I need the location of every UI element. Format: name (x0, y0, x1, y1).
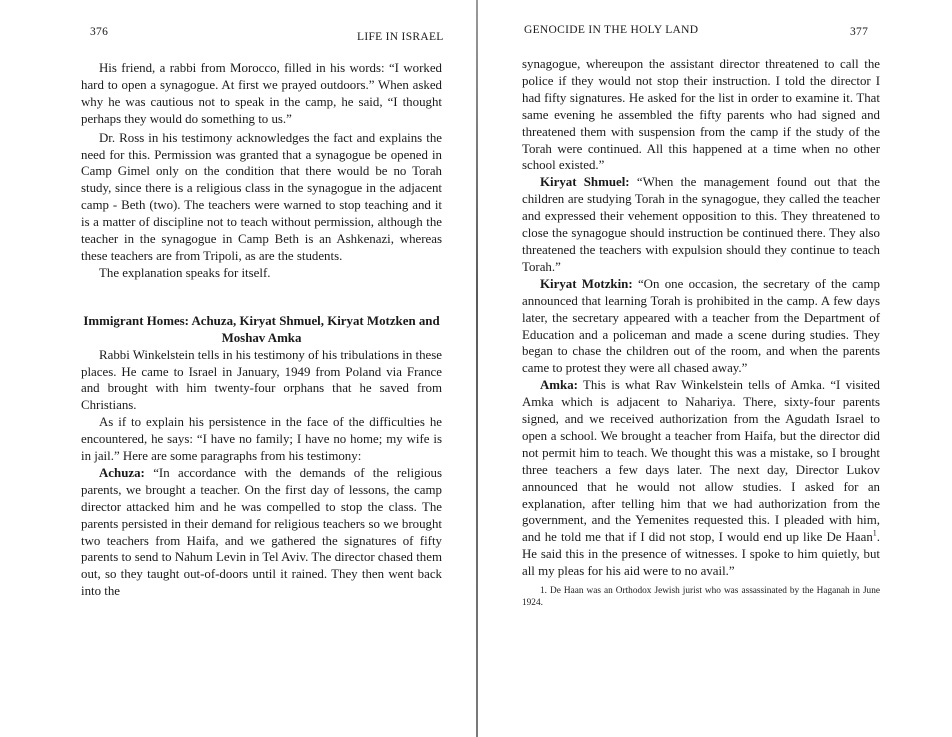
left-running-head: LIFE IN ISRAEL (357, 31, 444, 43)
footnote-reference: 1 (872, 529, 877, 539)
amka-text-before-note: This is what Rav Winkelstein tells of Amka. “I visited Amka which is adjacent to Nahariya. There, sixty-four parents signed, and we received authorization from the Agudath Israel to open a school. We brought a teacher from Haifa, but the director did not permit him to teach. We thought this was a mistake, so I brought three teachers a few days later. The next day, Director Lukov announced that he would not allow studies. I asked for an explanation, after telling him that we had authorization from the government, and the Yemenites requested this. I pleaded with him, and he told me that if I did not stop, I would end up like De Haan (522, 378, 880, 545)
paragraph: His friend, a rabbi from Morocco, filled in his words: “I worked hard to open a synagogue. At first we prayed outdoors.” When asked why he was cautious not to speak in the camp, he said, “I thought perhaps they would do something to us.” (81, 61, 442, 126)
paragraph: Dr. Ross in his testimony acknowledges the fact and explains the need for this. Permission was granted that a synagogue be opened in Camp Gimel only on the condition that there would be no Torah study, since there is a religious class in the synagogue in the adjacent camp - Beth (two). The teachers were warned to stop teaching and it is a matter of discipline not to teach without permission, although the teacher in the synagogue in Camp Beth is an Ashkenazi, whereas these teachers are from Tripoli, as are the students. (81, 130, 442, 263)
achuza-paragraph (81, 465, 442, 600)
achuza-text: “In accordance with the demands of the religious parents, we brought a teacher. On the first day of lessons, the camp director attacked him and he was compelled to stop the class. The parents persisted in their demand for religious teachers so we brought two teachers from Haifa, and we gathered the signatures of fifty parents to send to Nahum Levin in Tel Aviv. The director chased them out, so they taught out-of-doors until it rained. They then went back into the (81, 465, 442, 599)
paragraph: As if to explain his persistence in the face of the difficulties he encountered, he says: “I have no family; I have no home; my wife is in jail.” Here are some paragraphs from his testimony: (81, 415, 442, 464)
section-heading-line1: Immigrant Homes: Achuza, Kiryat Shmuel, Kiryat Motzken and (83, 313, 440, 328)
kiryat-shmuel-lead: Kiryat Shmuel: (540, 175, 630, 190)
kiryat-shmuel-text: “When the management found out that the children are studying Torah in the synagogue, they called the teacher and expressed their vehement opposition to this. They threatened to close the synagogue should instruction be continued there. They also threatened the teachers with expulsion should they continue to teach Torah.” (522, 175, 880, 274)
achuza-lead: Achuza: (99, 465, 145, 480)
right-text-column (522, 56, 880, 609)
continuation-paragraph: synagogue, whereupon the assistant director threatened to call the police if they would not stop their instruction. I told the director I had fifty signatures. He asked for the list in order to examine it. That same evening he assembled the fifty parents who had signed and threatened them with suspension from the camp if the study of the Torah were continued. All this happened at a time when no other school existed.” (522, 57, 880, 173)
kiryat-shmuel-paragraph (522, 174, 880, 275)
amka-lead: Amka: (540, 378, 578, 393)
right-page-number: 377 (850, 26, 869, 38)
footnote: 1. De Haan was an Orthodox Jewish jurist who was assassinated by the Haganah in June 1924. (522, 586, 880, 608)
section-heading-line2: Moshav Amka (221, 330, 302, 345)
paragraph: The explanation speaks for itself. (99, 265, 271, 280)
kiryat-motzkin-text: “On one occasion, the secretary of the camp announced that learning Torah is prohibited in the camp. A few days later, the secretary appeared with a teacher from the Department of Education and a policeman and made a scene during studies. They began to chase the children out of the room, and when the parents came to protest they were all chased away.” (522, 276, 880, 376)
left-page-number: 376 (90, 26, 109, 38)
amka-text-after-note: . He said this in the presence of witnesses. I spoke to him quietly, but all my pleas for his aid were to no avail.” (522, 530, 880, 579)
right-page (478, 0, 952, 737)
section-heading (81, 313, 442, 347)
kiryat-motzkin-paragraph (522, 276, 880, 377)
amka-paragraph (522, 377, 880, 580)
right-running-head: GENOCIDE IN THE HOLY LAND (524, 24, 699, 36)
paragraph: Rabbi Winkelstein tells in his testimony of his tribulations in these places. He came to Israel in January, 1949 from Poland via France and brought with him twenty-four orphans that he saved from Christians. (81, 347, 442, 413)
kiryat-motzkin-lead: Kiryat Motzkin: (540, 276, 633, 291)
left-text-column (81, 60, 442, 600)
